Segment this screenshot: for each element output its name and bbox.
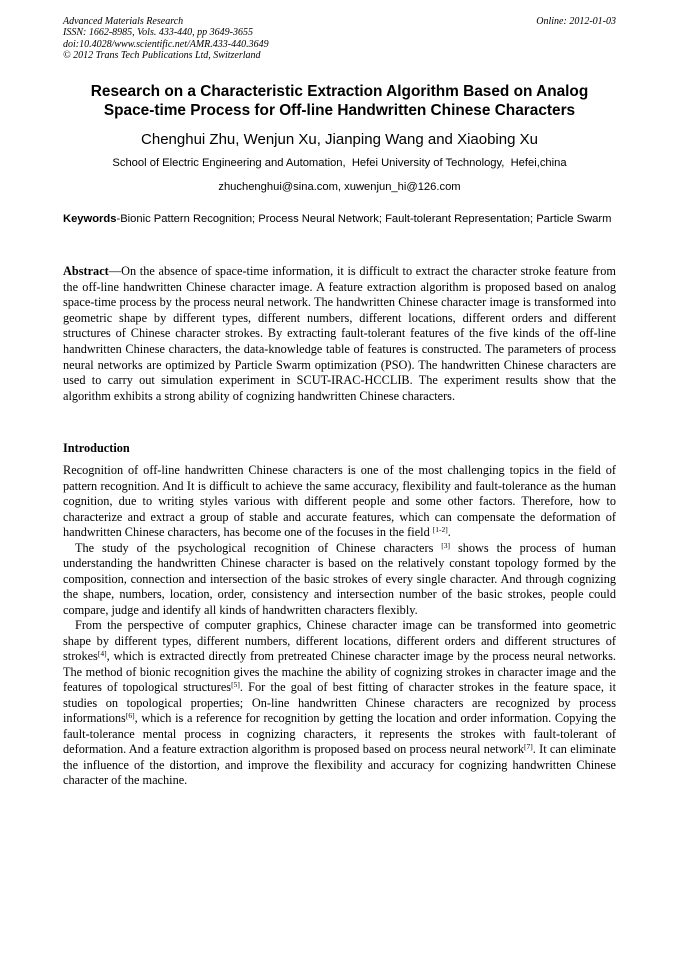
affiliation: School of Electric Engineering and Automation, Hefei University of Technology, Hefei,china (112, 157, 567, 169)
keywords-label: Keywords (63, 213, 117, 225)
paragraph-2 (63, 541, 616, 619)
paragraph-1-end: . (447, 525, 451, 539)
paragraph-2-text-b: shows the process of human understanding the handwritten Chinese character is based on the relatively constant topology formed by the composition, connection and intersection of the basic strokes of every single character. And through cognizing the shape, numbers, location, order, consistency and intersection number of the basic strokes, people could compare, judge and identify all kinds of handwritten characters flexibly. (63, 540, 616, 617)
author-emails: zhuchenghui@sina.com, xuwenjun_hi@126.com (218, 181, 461, 193)
abstract-label: Abstract (63, 264, 109, 278)
paragraph-1 (63, 463, 616, 541)
abstract-text: —On the absence of space-time information, it is difficult to extract the character stroke feature from the off-line handwritten Chinese character image. A feature extraction algorithm is proposed based on analog space-time process by the process neural network. The handwritten Chinese character image is transformed into geometric shape by different types, different numbers, different locations, different orders and different structures of Chinese character strokes. By extracting fault-tolerant features of the five kinds of the off-line handwritten Chinese characters, the data-knowledge table of features is constructed. The parameters of process neural networks are optimized by Particle Swarm optimization (PSO). The handwritten Chinese characters are used to carry out simulation experiment in SCUT-IRAC-HCCLIB. The experiment results show that the algorithm exhibits a strong ability of cognizing handwritten Chinese characters. (63, 264, 616, 403)
citation-7: [7] (524, 742, 533, 751)
title-line-2: Space-time Process for Off-line Handwritten Chinese Characters (103, 102, 576, 119)
doi-line: doi:10.4028/www.scientific.net/AMR.433-440.3649 (63, 38, 269, 50)
paragraph-3-text-d: , which is a reference for recognition by getting the location and order information. Copying the fault-tolerance mental process in cognizing characters, it represents the strokes with fault-tolerant of deformation. And a feature extraction algorithm is proposed based on process neural network (63, 711, 616, 756)
citation-1-2: [1-2] (432, 525, 448, 534)
citation-5: [5] (231, 680, 240, 689)
paragraph-3 (63, 618, 616, 789)
citation-3: [3] (441, 540, 451, 550)
paragraph-3-text-c: . For the goal of best fitting of character strokes in the feature space, it studies on topological properties; On-line handwritten Chinese characters are recognized by process informations (63, 680, 616, 725)
copyright-line: © 2012 Trans Tech Publications Ltd, Switzerland (63, 50, 261, 62)
issn-line: ISSN: 1662-8985, Vols. 433-440, pp 3649-3655 (63, 27, 253, 39)
abstract-block (63, 264, 616, 404)
paper-title (63, 82, 616, 120)
paragraph-2-text-a: The study of the psychological recognition of Chinese characters (75, 540, 442, 555)
citation-6: [6] (125, 711, 135, 720)
paragraph-3-text-b: , which is extracted directly from pretreated Chinese character image by the process neural networks. The method of bionic recognition gives the machine the ability of cognizing strokes in character image and the features of topological structures (63, 649, 616, 694)
paragraph-3-text-a: From the perspective of computer graphics, Chinese character image can be transformed into geometric shape by different types, different numbers, different locations, different orders and different structures of strokes (63, 618, 616, 663)
citation-4: [4] (97, 649, 107, 658)
paragraph-1-text: Recognition of off-line handwritten Chinese characters is one of the most challenging topics in the field of pattern recognition. And It is difficult to achieve the same accuracy, flexibility and fault-tolerance as the human cognition, due to writing styles various with different people and some other factors. Therefore, how to characterize and extract a group of stable and accurate features, which can compensate the deformation of handwritten Chinese characters, has become one of the focuses in the field (63, 463, 616, 539)
online-date: Online: 2012-01-03 (536, 16, 616, 27)
introduction-body (63, 463, 616, 789)
keywords-block (63, 212, 616, 228)
keywords-text: -Bionic Pattern Recognition; Process Neural Network; Fault-tolerant Representation; Particle Swarm (116, 213, 612, 225)
title-line-1: Research on a Characteristic Extraction Algorithm Based on Analog (90, 83, 589, 100)
journal-name: Advanced Materials Research (63, 16, 184, 27)
section-heading-introduction: Introduction (63, 441, 130, 455)
paragraph-3-text-e: . It can eliminate the influence of the distortion, and improve the flexibility and accuracy for cognizing handwritten Chinese character of the machine. (63, 742, 616, 787)
publication-info (63, 16, 269, 62)
author-list: Chenghui Zhu, Wenjun Xu, Jianping Wang and Xiaobing Xu (141, 131, 538, 148)
